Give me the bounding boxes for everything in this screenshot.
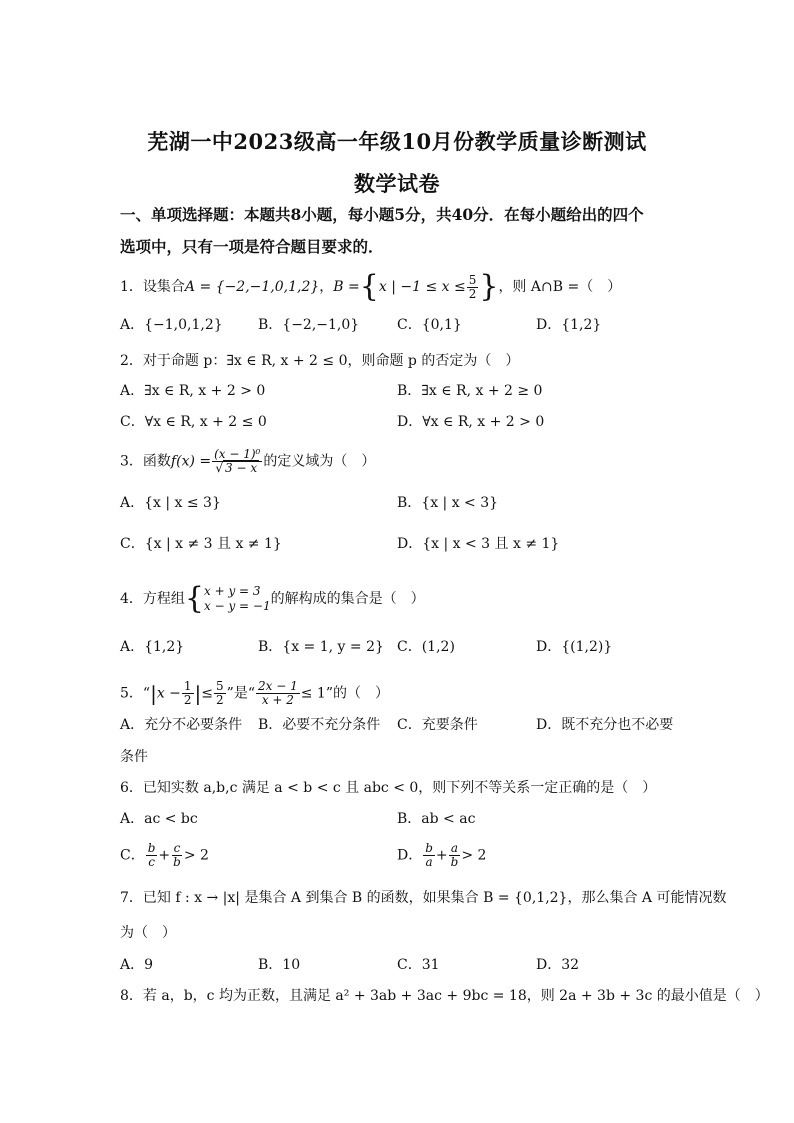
q1-set-b-cond: x | −1 ≤ x ≤ [378,279,466,295]
q3-fraction [212,448,262,475]
q7-option-b: B．10 [258,957,301,973]
q6-c-f1-den: c [148,855,155,869]
q2-option-b: B．∃x ∈ R, x + 2 ≥ 0 [397,383,543,399]
q4-option-b: B．{x = 1, y = 2} [258,639,384,655]
q5-frac-1 [182,680,194,707]
q1-option-a: A．{−1,0,1,2} [120,317,223,333]
q2-option-a: A．∃x ∈ R, x + 2 > 0 [120,383,266,399]
q5-prefix: 5．“ [120,685,151,702]
q6-option-b: B．ab < ac [397,811,476,827]
q5-f3-den: x + 2 [261,693,294,707]
q1-frac-num: 5 [468,272,477,287]
q5-f1-num: 1 [183,679,192,693]
q1-option-b: B．{−2,−1,0} [258,317,360,333]
q5-frac-2 [214,680,226,707]
q5-option-c: C．充要条件 [397,717,478,733]
q6-d-f1-den: a [425,855,433,869]
q5-tail: ≤ 1”的（ ） [300,685,389,702]
q6-c-label: C． [120,847,145,864]
q5-f2-den: 2 [216,693,224,707]
q5-option-d: D．既不充分也不必要 [536,717,674,733]
q6-c-plus: + [158,847,171,864]
q5-option-b: B．必要不充分条件 [258,717,381,733]
q5-abs-right: | [194,681,202,706]
q7-option-d: D．32 [536,957,580,973]
q1-prefix: 1．设集合 [120,279,185,295]
section-heading-line1: 一、单项选择题：本题共8小题，每小题5分，共40分．在每小题给出的四个 [120,205,644,224]
question-1-stem [120,269,622,304]
q4-option-c: C．(1,2) [397,639,455,655]
q5-abs-inner: x − [156,685,181,702]
q6-option-c [120,842,209,869]
exam-subtitle: 数学试卷 [354,171,440,196]
q3-suffix: 的定义域为（ ） [263,453,376,470]
q5-frac-3 [256,680,300,707]
q3-fx: f(x) = [170,453,212,470]
q1-set-b-lhs: B = [333,279,360,295]
q3-den-radicand: 3 − x [225,461,258,475]
q5-option-a: A．充分不必要条件 [120,717,243,733]
q2-option-d: D．∀x ∈ R, x + 2 > 0 [397,414,545,430]
q3-option-b: B．{x | x < 3} [397,495,499,511]
question-4-stem [120,581,425,616]
q3-prefix: 3．函数 [120,453,171,470]
section-heading-line2: 选项中，只有一项是符合题目要求的． [120,237,384,256]
q6-c-f2-den: b [173,855,181,869]
question-5-stem [120,680,389,707]
q4-option-d: D．{(1,2)} [536,639,613,655]
q1-sep: ， [319,279,334,295]
q7-option-c: C．31 [397,957,440,973]
q5-leq: ≤ [201,685,214,702]
q1-set-a: A = {−2,−1,0,1,2} [184,279,320,295]
q6-d-tail: > 2 [461,847,487,864]
exam-title: 芜湖一中2023级高一年级10月份教学质量诊断测试 [147,129,647,154]
q1-suffix: ，则 A∩B =（ ） [498,279,622,295]
q6-d-plus: + [435,847,448,864]
q6-d-frac-2 [449,842,461,869]
q3-option-c: C．{x | x ≠ 3 且 x ≠ 1} [120,536,282,552]
q6-option-a: A．ac < bc [120,811,198,827]
q1-frac-den: 2 [468,286,477,301]
q6-option-d [397,842,486,869]
q6-c-tail: > 2 [183,847,209,864]
q6-d-frac-1 [423,842,435,869]
q1-fraction [467,274,479,301]
question-3-stem [120,448,375,475]
q4-eq2: x − y = −1 [204,599,271,613]
q4-brace: { [184,581,205,616]
q6-c-frac-1 [146,842,158,869]
question-6-stem: 6．已知实数 a,b,c 满足 a < b < c 且 abc < 0，则下列不等关系一定正确的是（ ） [120,780,657,796]
q4-option-a: A．{1,2} [120,639,185,655]
q6-c-frac-2 [171,842,183,869]
q4-suffix: 的解构成的集合是（ ） [270,591,425,607]
q6-d-f1-num: b [425,841,433,855]
q6-c-f2-num: c [173,841,181,855]
q4-rows [204,584,271,614]
question-8-stem: 8．若 a，b，c 均为正数，且满足 a² + 3ab + 3ac + 9bc = 18，则 2a + 3b + 3c 的最小值是（ ） [120,988,769,1004]
q4-system [184,581,271,616]
q6-c-f1-num: b [147,841,156,855]
q4-eq1: x + y = 3 [204,584,261,598]
q4-prefix: 4．方程组 [120,591,185,607]
q5-option-d-wrap: 条件 [120,749,148,765]
q1-right-brace: } [479,269,499,304]
q1-left-brace: { [359,269,379,304]
q3-den [213,462,261,475]
q5-mid: ”是“ [226,685,255,702]
q1-option-d: D．{1,2} [536,317,602,333]
q1-option-c: C．{0,1} [397,317,462,333]
q6-d-f2-num: a [450,841,459,855]
q3-option-a: A．{x | x ≤ 3} [120,495,221,511]
q3-num: (x − 1)⁰ [214,447,261,461]
q3-sqrt-sign: √ [215,461,224,475]
question-7-line1: 7．已知 f : x → |x| 是集合 A 到集合 B 的函数，如果集合 B = {0,1,2}，那么集合 A 可能情况数 [120,890,727,906]
q3-option-d: D．{x | x < 3 且 x ≠ 1} [397,536,560,552]
q6-d-label: D． [397,847,423,864]
q2-option-c: C．∀x ∈ R, x + 2 ≤ 0 [120,414,267,430]
q5-f3-num: 2x − 1 [258,679,298,693]
q5-f2-num: 5 [216,679,224,693]
question-2-stem: 2．对于命题 p：∃x ∈ R, x + 2 ≤ 0，则命题 p 的否定为（ ） [120,353,520,369]
q5-f1-den: 2 [183,693,192,707]
q7-option-a: A．9 [120,957,154,973]
q6-d-f2-den: b [450,855,459,869]
q5-abs-left: | [150,681,157,706]
question-7-line2: 为（ ） [120,925,176,941]
